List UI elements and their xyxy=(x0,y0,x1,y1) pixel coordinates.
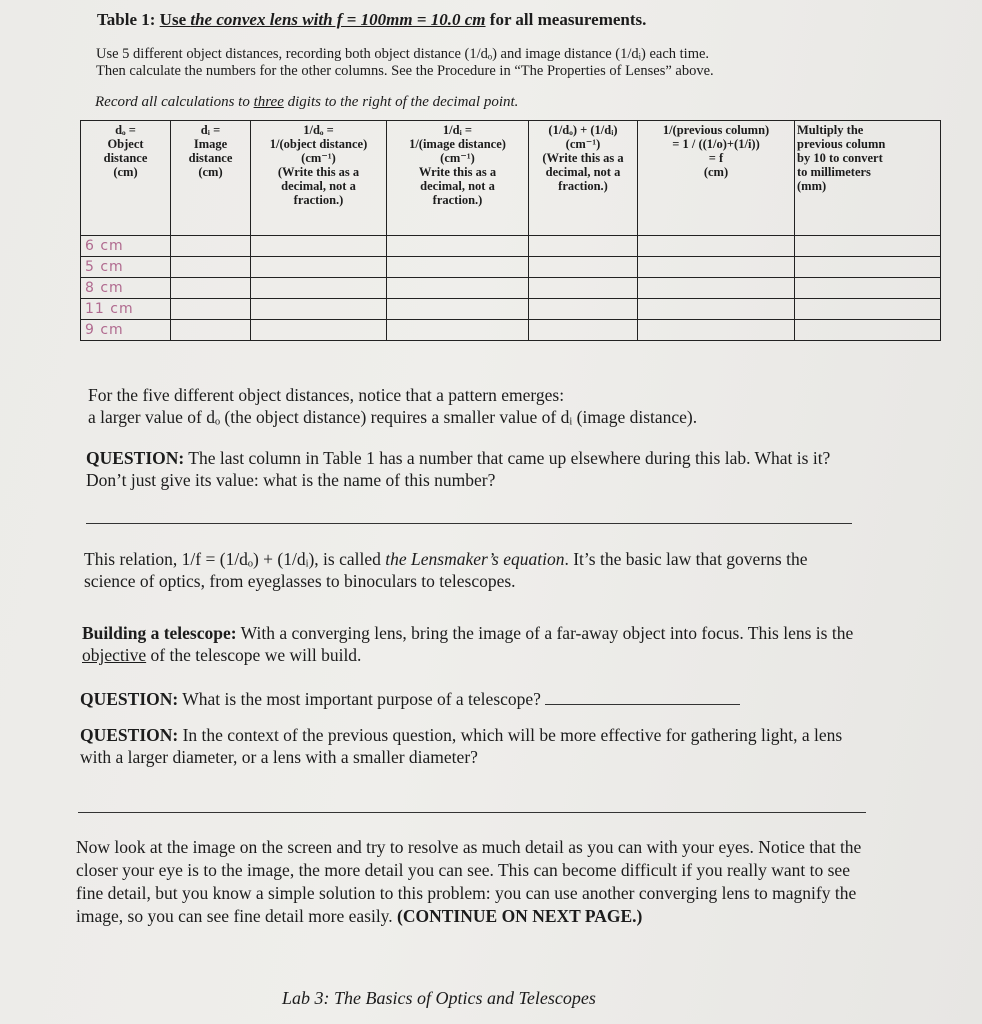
title-instruction-italic: the convex lens with f = 100mm = 10.0 cm xyxy=(190,10,486,29)
telescope-pre: With a converging lens, bring the image of a far-away object into focus. This lens is the xyxy=(236,623,854,643)
table-row xyxy=(81,236,941,257)
continue-note: (CONTINUE ON NEXT PAGE.) xyxy=(397,906,643,926)
handwritten-distance: 9 cm xyxy=(85,321,124,338)
handwritten-distance: 6 cm xyxy=(85,237,124,254)
object-distance-cell xyxy=(81,257,171,278)
object-distance-cell xyxy=(81,299,171,320)
header-line: (cm) xyxy=(198,165,223,179)
telescope-underlined: objective xyxy=(82,645,147,665)
table-row xyxy=(81,257,941,278)
question-3 xyxy=(80,724,865,768)
answer-cell[interactable] xyxy=(795,257,941,278)
answer-cell[interactable] xyxy=(638,257,795,278)
header-inverse-image xyxy=(387,121,529,236)
telescope-post: of the telescope we will build. xyxy=(146,645,362,665)
header-line: Object xyxy=(107,137,144,151)
title-instruction-pre: Use xyxy=(159,10,191,29)
header-line: (cm) xyxy=(703,165,729,179)
header-line: (Write this as a xyxy=(277,165,360,179)
header-line: Multiply the xyxy=(797,123,864,137)
header-line: (cm) xyxy=(113,165,138,179)
table-title xyxy=(97,10,646,30)
header-line: Image xyxy=(193,137,228,151)
record-instruction xyxy=(95,94,518,111)
lensmaker-italic: the Lensmaker’s equation xyxy=(385,549,565,569)
answer-cell[interactable] xyxy=(387,257,529,278)
header-line: = f xyxy=(708,151,724,165)
answer-cell[interactable] xyxy=(387,278,529,299)
answer-cell[interactable] xyxy=(171,320,251,341)
pattern-line-2: a larger value of dₒ (the object distance) requires a smaller value of dᵢ (image distance). xyxy=(88,407,698,427)
header-line: fraction.) xyxy=(558,179,608,193)
answer-cell[interactable] xyxy=(171,257,251,278)
header-line: 1/dᵢ = xyxy=(442,123,473,137)
answer-cell[interactable] xyxy=(795,320,941,341)
header-line: to millimeters xyxy=(797,165,871,179)
table-row xyxy=(81,278,941,299)
lensmaker-post: . It’s the basic law that governs the science of optics, from eyeglasses to binoculars to telescopes. xyxy=(84,549,808,591)
closing-text: Now look at the image on the screen and try to resolve as much detail as you can with your eyes. Notice that the closer your eye is to the image, the more detail you can see. This can become difficult if you really want to see fine detail, but you know a simple solution to this problem: you can use another converging lens to magnify the image, so you can see fine detail more easily. xyxy=(76,837,862,926)
answer-cell[interactable] xyxy=(171,278,251,299)
header-line: fraction.) xyxy=(293,193,344,207)
header-line: (1/dₒ) + (1/dᵢ) xyxy=(548,123,618,137)
header-image-distance xyxy=(171,121,251,236)
closing-paragraph xyxy=(76,836,866,928)
answer-cell[interactable] xyxy=(638,320,795,341)
handwritten-distance: 8 cm xyxy=(85,279,124,296)
answer-cell[interactable] xyxy=(795,236,941,257)
header-line: (Write this as a xyxy=(542,151,624,165)
instructions-line-2: Then calculate the numbers for the other columns. See the Procedure in “The Properties of Lenses” above. xyxy=(96,63,714,79)
table-header-row xyxy=(81,121,941,236)
header-line: = 1 / ((1/o)+(1/i)) xyxy=(672,137,760,151)
header-line: (cm⁻¹) xyxy=(301,151,336,165)
header-line: 1/(previous column) xyxy=(662,123,770,137)
header-millimeters xyxy=(795,121,941,236)
title-suffix: for all measurements. xyxy=(485,10,647,29)
question-3-label: QUESTION: xyxy=(80,725,179,745)
telescope-label: Building a telescope: xyxy=(82,623,237,643)
answer-cell[interactable] xyxy=(387,320,529,341)
record-underlined: three xyxy=(253,94,284,110)
header-line: 1/(object distance) xyxy=(269,137,368,151)
answer-cell[interactable] xyxy=(638,299,795,320)
question-1-label: QUESTION: xyxy=(86,448,185,468)
header-line: previous column xyxy=(797,137,886,151)
data-table xyxy=(80,120,941,341)
answer-cell[interactable] xyxy=(638,236,795,257)
answer-cell[interactable] xyxy=(251,236,387,257)
question-1 xyxy=(86,447,856,491)
page-footer: Lab 3: The Basics of Optics and Telescopes xyxy=(282,988,596,1008)
object-distance-cell xyxy=(81,278,171,299)
object-distance-cell xyxy=(81,320,171,341)
header-sum xyxy=(529,121,638,236)
header-line: decimal, not a xyxy=(545,165,621,179)
header-line: distance xyxy=(188,151,233,165)
table-row xyxy=(81,320,941,341)
answer-cell[interactable] xyxy=(171,299,251,320)
header-line: (cm⁻¹) xyxy=(440,151,475,165)
question-2-text: What is the most important purpose of a telescope? xyxy=(178,689,541,709)
answer-cell[interactable] xyxy=(795,278,941,299)
table-label: Table 1: xyxy=(97,10,156,29)
header-line: distance xyxy=(103,151,148,165)
record-post: digits to the right of the decimal point. xyxy=(283,94,519,110)
pattern-note xyxy=(88,384,868,428)
header-line: (cm⁻¹) xyxy=(565,137,601,151)
table-row xyxy=(81,299,941,320)
header-line: (mm) xyxy=(797,179,827,193)
pattern-line-1: For the five different object distances, notice that a pattern emerges: xyxy=(88,385,565,405)
header-line: dₒ = xyxy=(115,123,136,137)
table-instructions xyxy=(96,46,836,80)
question-3-text: In the context of the previous question, which will be more effective for gathering light, a lens with a larger diameter, or a lens with a smaller diameter? xyxy=(80,725,843,767)
answer-cell[interactable] xyxy=(251,278,387,299)
answer-line-3[interactable] xyxy=(78,812,866,813)
answer-cell[interactable] xyxy=(529,299,638,320)
answer-cell[interactable] xyxy=(795,299,941,320)
header-line: decimal, not a xyxy=(420,179,495,193)
answer-cell[interactable] xyxy=(251,257,387,278)
answer-line-2[interactable] xyxy=(545,690,740,705)
answer-cell[interactable] xyxy=(387,236,529,257)
header-line: 1/dₒ = xyxy=(303,123,334,137)
answer-cell[interactable] xyxy=(529,257,638,278)
header-inverse-object xyxy=(251,121,387,236)
answer-line-1[interactable] xyxy=(86,523,852,524)
instructions-line-1: Use 5 different object distances, recording both object distance (1/dₒ) and image distance (1/dᵢ) each time. xyxy=(96,46,710,62)
header-line: dᵢ = xyxy=(200,123,221,137)
handwritten-distance: 5 cm xyxy=(85,258,124,275)
header-line: 1/(image distance) xyxy=(409,137,506,151)
question-1-text: The last column in Table 1 has a number that came up elsewhere during this lab. What is it? Don’t just give its value: what is the name of this number? xyxy=(86,448,831,490)
header-line: decimal, not a xyxy=(281,179,356,193)
answer-cell[interactable] xyxy=(387,299,529,320)
answer-cell[interactable] xyxy=(529,278,638,299)
handwritten-distance: 11 cm xyxy=(85,300,134,317)
header-line: by 10 to convert xyxy=(797,151,883,165)
answer-cell[interactable] xyxy=(529,320,638,341)
answer-cell[interactable] xyxy=(251,299,387,320)
answer-cell[interactable] xyxy=(171,236,251,257)
header-object-distance xyxy=(81,121,171,236)
question-2-label: QUESTION: xyxy=(80,689,179,709)
telescope-paragraph xyxy=(82,622,857,666)
lensmaker-paragraph xyxy=(84,548,854,592)
answer-cell[interactable] xyxy=(251,320,387,341)
header-line: Write this as a xyxy=(418,165,497,179)
answer-cell[interactable] xyxy=(638,278,795,299)
record-pre: Record all calculations to xyxy=(95,94,254,110)
object-distance-cell xyxy=(81,236,171,257)
header-focal-length xyxy=(638,121,795,236)
question-2 xyxy=(80,688,860,710)
answer-cell[interactable] xyxy=(529,236,638,257)
lensmaker-pre: This relation, 1/f = (1/dₒ) + (1/dᵢ), is called xyxy=(84,549,386,569)
header-line: fraction.) xyxy=(432,193,483,207)
